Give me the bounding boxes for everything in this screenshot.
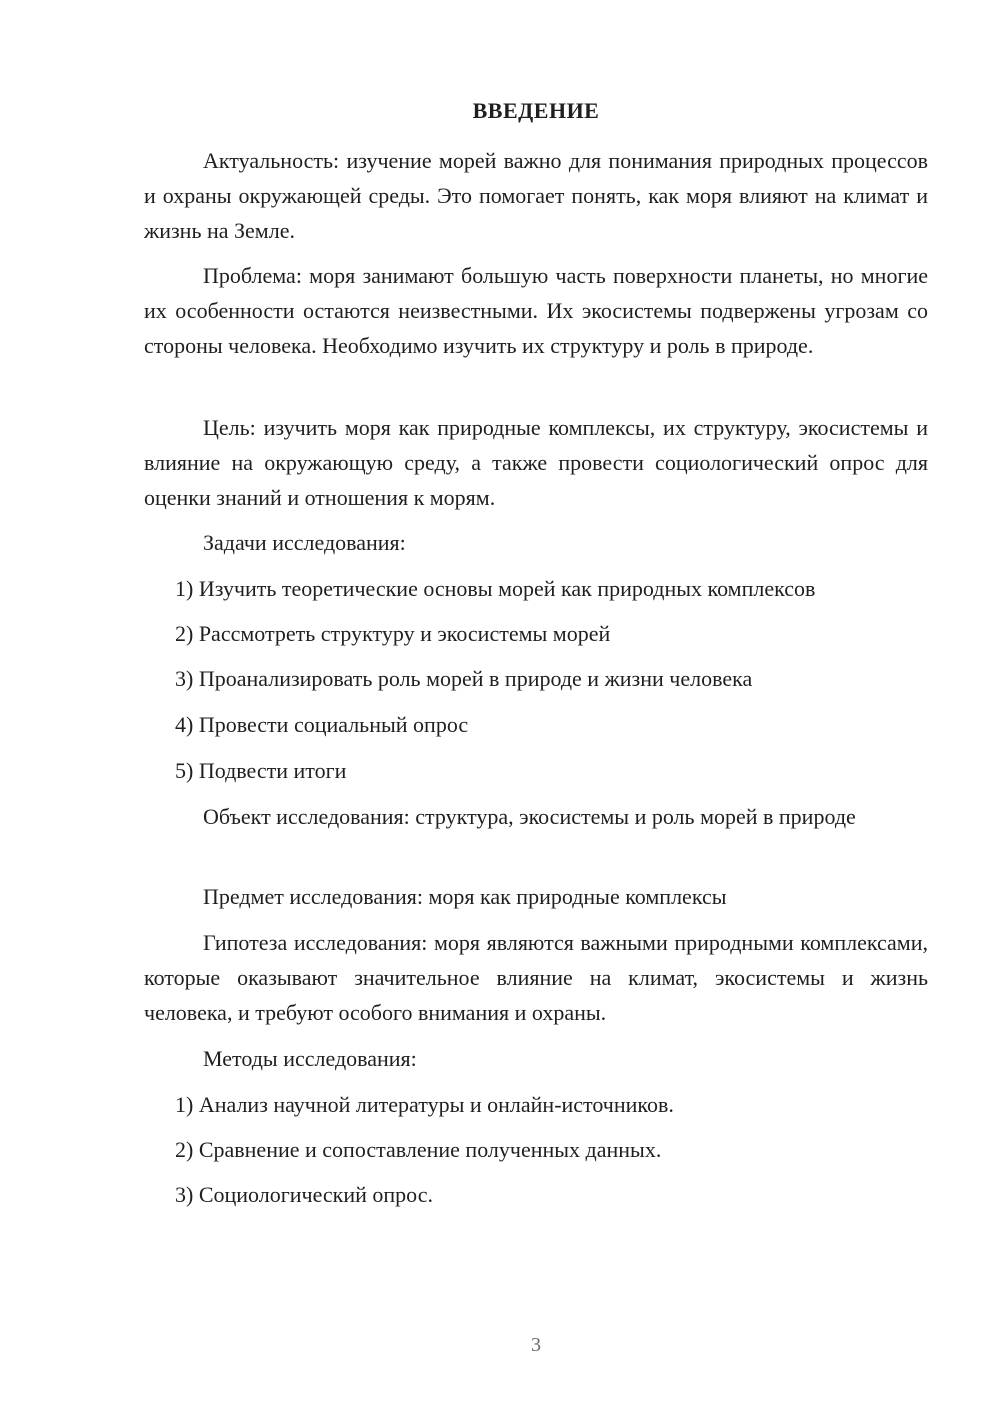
tasks-heading: Задачи исследования: <box>203 530 406 555</box>
methods-heading-section <box>144 1041 928 1076</box>
tasks-item-5 <box>144 753 928 788</box>
goal-paragraph: Цель: изучить моря как природные комплексы, их структуру, экосистемы и влияние на окружающую среду, а также провести социологический опрос для оценки знаний и отношения к морям. <box>144 415 928 510</box>
methods-heading: Методы исследования: <box>203 1046 417 1071</box>
object-section <box>144 799 928 834</box>
tasks-item-4 <box>144 707 928 742</box>
goal-section <box>144 410 928 515</box>
list-item: 5) Подвести итоги <box>175 758 347 783</box>
list-item: 2) Сравнение и сопоставление полученных данных. <box>175 1137 662 1162</box>
methods-item-1 <box>144 1087 928 1122</box>
methods-item-3 <box>144 1177 928 1212</box>
hypothesis-section <box>144 925 928 1030</box>
tasks-item-2 <box>144 616 928 651</box>
list-item: 4) Провести социальный опрос <box>175 712 469 737</box>
methods-item-2 <box>144 1132 928 1167</box>
object-paragraph: Объект исследования: структура, экосистемы и роль морей в природе <box>203 804 856 829</box>
tasks-heading-section <box>144 525 928 560</box>
list-item: 1) Изучить теоретические основы морей как природных комплексов <box>175 576 816 601</box>
problem-section <box>144 258 928 363</box>
subject-paragraph: Предмет исследования: моря как природные комплексы <box>203 884 727 909</box>
hypothesis-paragraph: Гипотеза исследования: моря являются важными природными комплексами, которые оказывают значительное влияние на климат, экосистемы и жизнь человека, и требуют особого внимания и охраны. <box>144 930 928 1025</box>
list-item: 3) Проанализировать роль морей в природе и жизни человека <box>175 666 753 691</box>
tasks-item-3 <box>144 661 928 696</box>
page-title: ВВЕДЕНИЕ <box>472 98 600 123</box>
relevance-paragraph: Актуальность: изучение морей важно для понимания природных процессов и охраны окружающей среды. Это помогает понять, как моря влияют на климат и жизнь на Земле. <box>144 148 928 243</box>
list-item: 2) Рассмотреть структуру и экосистемы морей <box>175 621 611 646</box>
list-item: 3) Социологический опрос. <box>175 1182 433 1207</box>
problem-paragraph: Проблема: моря занимают большую часть поверхности планеты, но многие их особенности остаются неизвестными. Их экосистемы подвержены угрозам со стороны человека. Необходимо изучить их структуру и роль в природе. <box>144 263 928 358</box>
list-item: 1) Анализ научной литературы и онлайн-источников. <box>175 1092 674 1117</box>
subject-section <box>144 879 928 914</box>
page-number: 3 <box>531 1334 541 1356</box>
tasks-item-1 <box>144 571 928 606</box>
relevance-section <box>144 143 928 248</box>
